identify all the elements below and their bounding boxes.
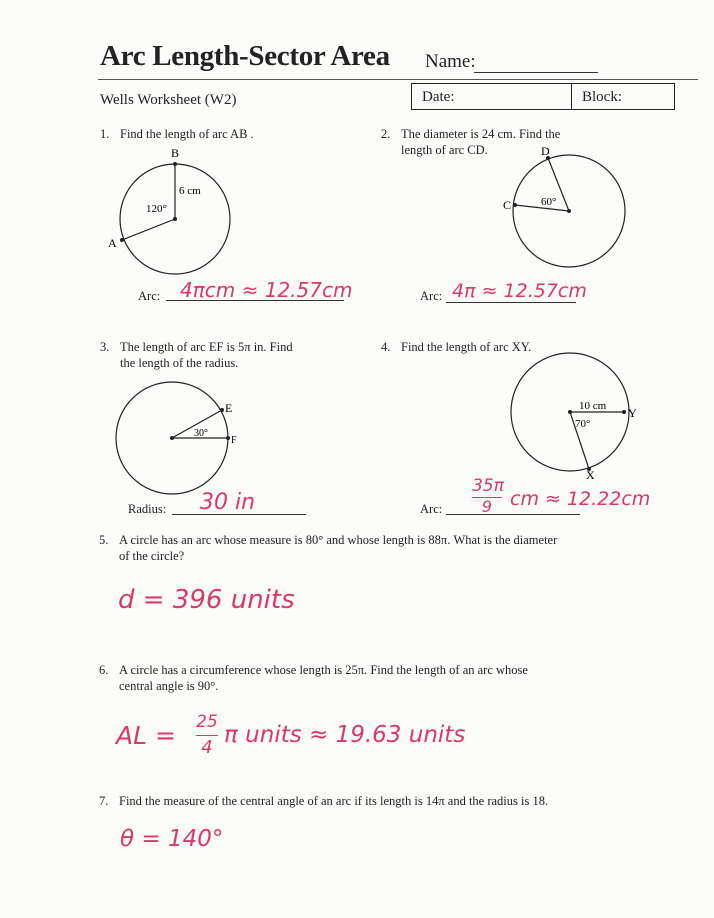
problem-text-line2: of the circle? bbox=[119, 549, 185, 563]
answer-denominator: 9 bbox=[481, 497, 493, 516]
figure-circle-xy bbox=[500, 348, 650, 483]
problem-text: Find the measure of the central angle of an arc if its length is 14π and the radius is 18. bbox=[119, 794, 549, 808]
handwritten-answer: 30 in bbox=[200, 490, 256, 515]
point-a-label: A bbox=[108, 236, 117, 250]
handwritten-answer: θ = 140° bbox=[120, 826, 224, 852]
handwritten-answer: cm ≈ 12.22cm bbox=[510, 488, 651, 510]
handwritten-answer: d = 396 units bbox=[118, 585, 295, 615]
problem-number: 3. bbox=[100, 340, 110, 354]
point-f-label: F bbox=[231, 435, 237, 446]
answer-line bbox=[446, 514, 580, 515]
problem-text-line1: The length of arc EF is 5π in. Find bbox=[120, 340, 293, 354]
answer-numerator: 35π bbox=[472, 476, 504, 496]
answer-numerator: 25 bbox=[196, 712, 218, 732]
answer-line bbox=[446, 302, 576, 303]
worksheet-subtitle: Wells Worksheet (W2) bbox=[100, 92, 237, 108]
point-x-label: X bbox=[586, 468, 595, 482]
problem-text-line1: The diameter is 24 cm. Find the bbox=[401, 127, 561, 141]
block-label: Block: bbox=[582, 89, 622, 105]
answer-label: Radius: bbox=[128, 502, 167, 516]
problem-number: 5. bbox=[99, 533, 109, 547]
problem-text-line2: central angle is 90°. bbox=[119, 679, 219, 693]
problem-6 bbox=[99, 662, 659, 696]
point-e-label: E bbox=[225, 401, 233, 415]
problem-number: 1. bbox=[100, 127, 110, 141]
angle-label: 60° bbox=[541, 196, 557, 208]
point-c-label: C bbox=[503, 198, 512, 212]
problem-5 bbox=[99, 532, 659, 566]
problem-text-line2: length of arc CD. bbox=[401, 143, 488, 157]
radius-label: 6 cm bbox=[179, 185, 201, 197]
answer-prefix: AL = bbox=[116, 721, 176, 750]
problem-number: 2. bbox=[381, 127, 391, 141]
problem-text-line1: A circle has an arc whose measure is 80° and whose length is 88π. What is the diameter bbox=[119, 533, 558, 547]
problem-3 bbox=[100, 339, 360, 373]
handwritten-answer: π units ≈ 19.63 units bbox=[224, 722, 466, 748]
answer-denominator: 4 bbox=[201, 737, 213, 758]
figure-circle-cd bbox=[495, 142, 635, 282]
handwritten-answer: 4π ≈ 12.57cm bbox=[452, 280, 587, 302]
angle-label: 120° bbox=[146, 203, 167, 215]
name-label: Name: bbox=[425, 51, 476, 72]
radius-label: 10 cm bbox=[579, 400, 607, 412]
answer-label: Arc: bbox=[420, 289, 443, 303]
problem-number: 6. bbox=[99, 663, 109, 677]
problem-text-line1: A circle has a circumference whose length is 25π. Find the length of an arc whose bbox=[119, 663, 528, 677]
handwritten-answer: 4πcm ≈ 12.57cm bbox=[180, 278, 353, 302]
point-d-label: D bbox=[541, 144, 550, 158]
figure-circle-ab bbox=[100, 140, 240, 280]
angle-label: 70° bbox=[575, 418, 591, 430]
problem-text: Find the length of arc AB . bbox=[120, 127, 254, 141]
fraction-bar bbox=[196, 735, 218, 736]
answer-label: Arc: bbox=[138, 289, 161, 303]
problem-7 bbox=[99, 793, 659, 813]
figure-circle-ef bbox=[110, 378, 250, 508]
date-label: Date: bbox=[422, 89, 455, 105]
name-field-line bbox=[474, 72, 598, 73]
point-y-label: Y bbox=[628, 406, 637, 420]
angle-label: 30° bbox=[194, 428, 208, 439]
problem-number: 4. bbox=[381, 340, 391, 354]
header-divider bbox=[98, 79, 698, 80]
problem-text: Find the length of arc XY. bbox=[401, 340, 532, 354]
point-b-label: B bbox=[171, 146, 180, 160]
worksheet-title: Arc Length-Sector Area bbox=[100, 40, 390, 72]
answer-label: Arc: bbox=[420, 502, 443, 516]
problem-text-line2: the length of the radius. bbox=[120, 356, 239, 370]
problem-number: 7. bbox=[99, 794, 109, 808]
